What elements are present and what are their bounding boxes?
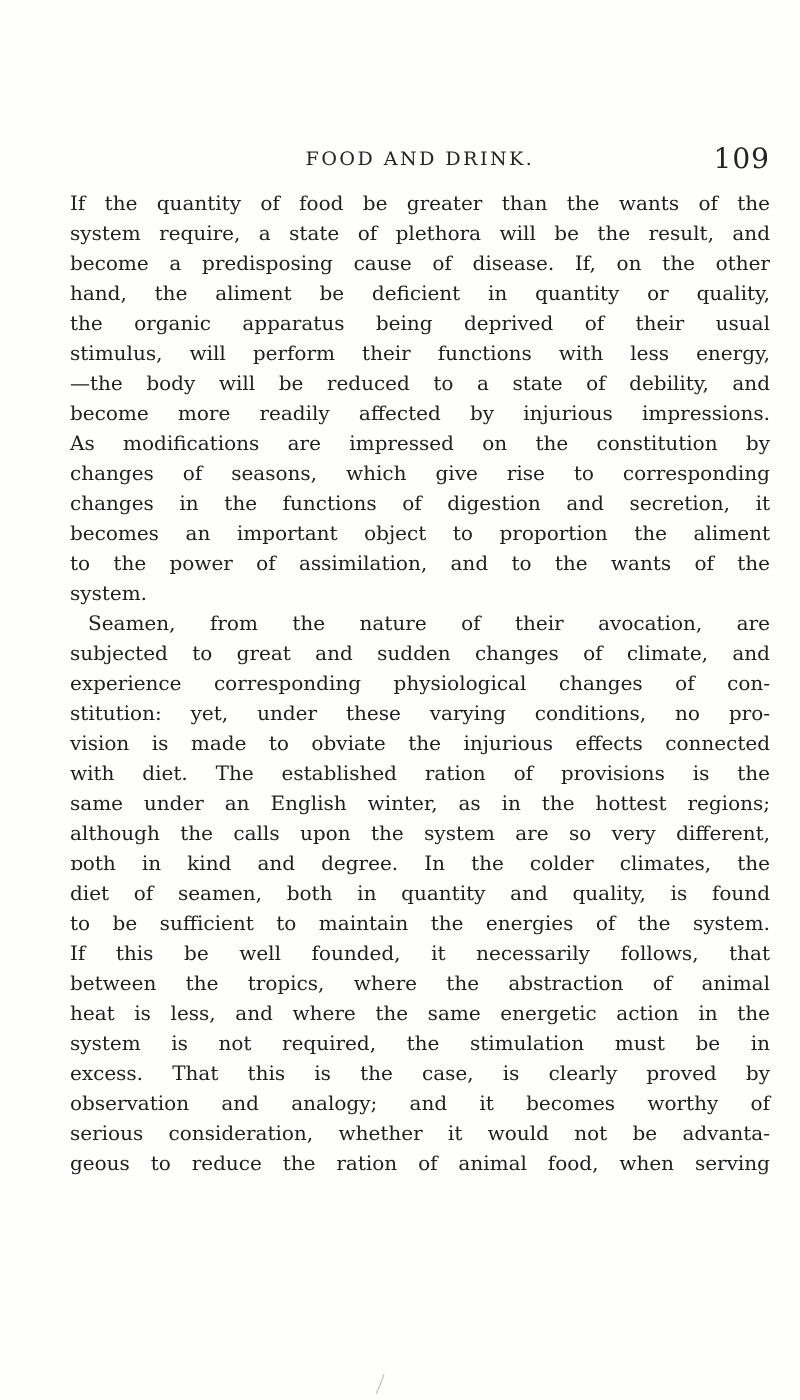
text-line: although the calls upon the system are so very different, (70, 821, 770, 845)
text-line: changes in the functions of digestion and secretion, it (70, 491, 770, 515)
text-line: Seamen, from the nature of their avocation, are (88, 611, 770, 635)
paragraph-1 (70, 188, 770, 608)
text-line: ɒoth in kind and degree. In the colder climates, the (70, 851, 770, 875)
text-line: become a predisposing cause of disease. If, on the other (70, 251, 770, 275)
text-line: becomes an important object to proportion the aliment (70, 521, 770, 545)
text-line: changes of seasons, which give rise to corresponding (70, 461, 770, 485)
text-line: As modifications are impressed on the constitution by (70, 431, 770, 455)
text-line: geous to reduce the ration of animal food, when serving (70, 1151, 770, 1175)
text-line: system. (70, 581, 148, 605)
text-line: system is not required, the stimulation must be in (70, 1031, 770, 1055)
stray-ink-mark (373, 1372, 387, 1396)
text-line: system require, a state of plethora will be the result, and (70, 221, 770, 245)
running-head (70, 142, 770, 182)
page-number: 109 (713, 142, 770, 175)
running-title: FOOD AND DRINK. (305, 148, 535, 170)
text-line: between the tropics, where the abstraction of animal (70, 971, 770, 995)
text-line: experience corresponding physiological changes of con- (70, 671, 770, 695)
text-line: same under an English winter, as in the hottest regions; (70, 791, 770, 815)
text-line: If this be well founded, it necessarily follows, that (70, 941, 770, 965)
text-line: observation and analogy; and it becomes worthy of (70, 1091, 770, 1115)
text-line: stimulus, will perform their functions with less energy, (70, 341, 770, 365)
body-text (70, 188, 770, 1178)
text-line: diet of seamen, both in quantity and quality, is found (70, 881, 770, 905)
text-line: serious consideration, whether it would not be advanta- (70, 1121, 770, 1145)
text-line: heat is less, and where the same energetic action in the (70, 1001, 770, 1025)
text-line: subjected to great and sudden changes of climate, and (70, 641, 770, 665)
text-line: vision is made to obviate the injurious effects connected (70, 731, 770, 755)
text-line: become more readily affected by injurious impressions. (70, 401, 770, 425)
paragraph-2 (70, 608, 770, 1178)
text-line: with diet. The established ration of provisions is the (70, 761, 770, 785)
text-line: to be sufficient to maintain the energies of the system. (70, 911, 770, 935)
text-line: to the power of assimilation, and to the wants of the (70, 551, 770, 575)
text-line: —the body will be reduced to a state of debility, and (70, 371, 770, 395)
text-line: excess. That this is the case, is clearly proved by (70, 1061, 770, 1085)
text-line: hand, the aliment be deficient in quantity or quality, (70, 281, 770, 305)
text-line: stitution: yet, under these varying conditions, no pro- (70, 701, 770, 725)
text-line: the organic apparatus being deprived of their usual (70, 311, 770, 335)
text-line: If the quantity of food be greater than the wants of the (70, 191, 770, 215)
